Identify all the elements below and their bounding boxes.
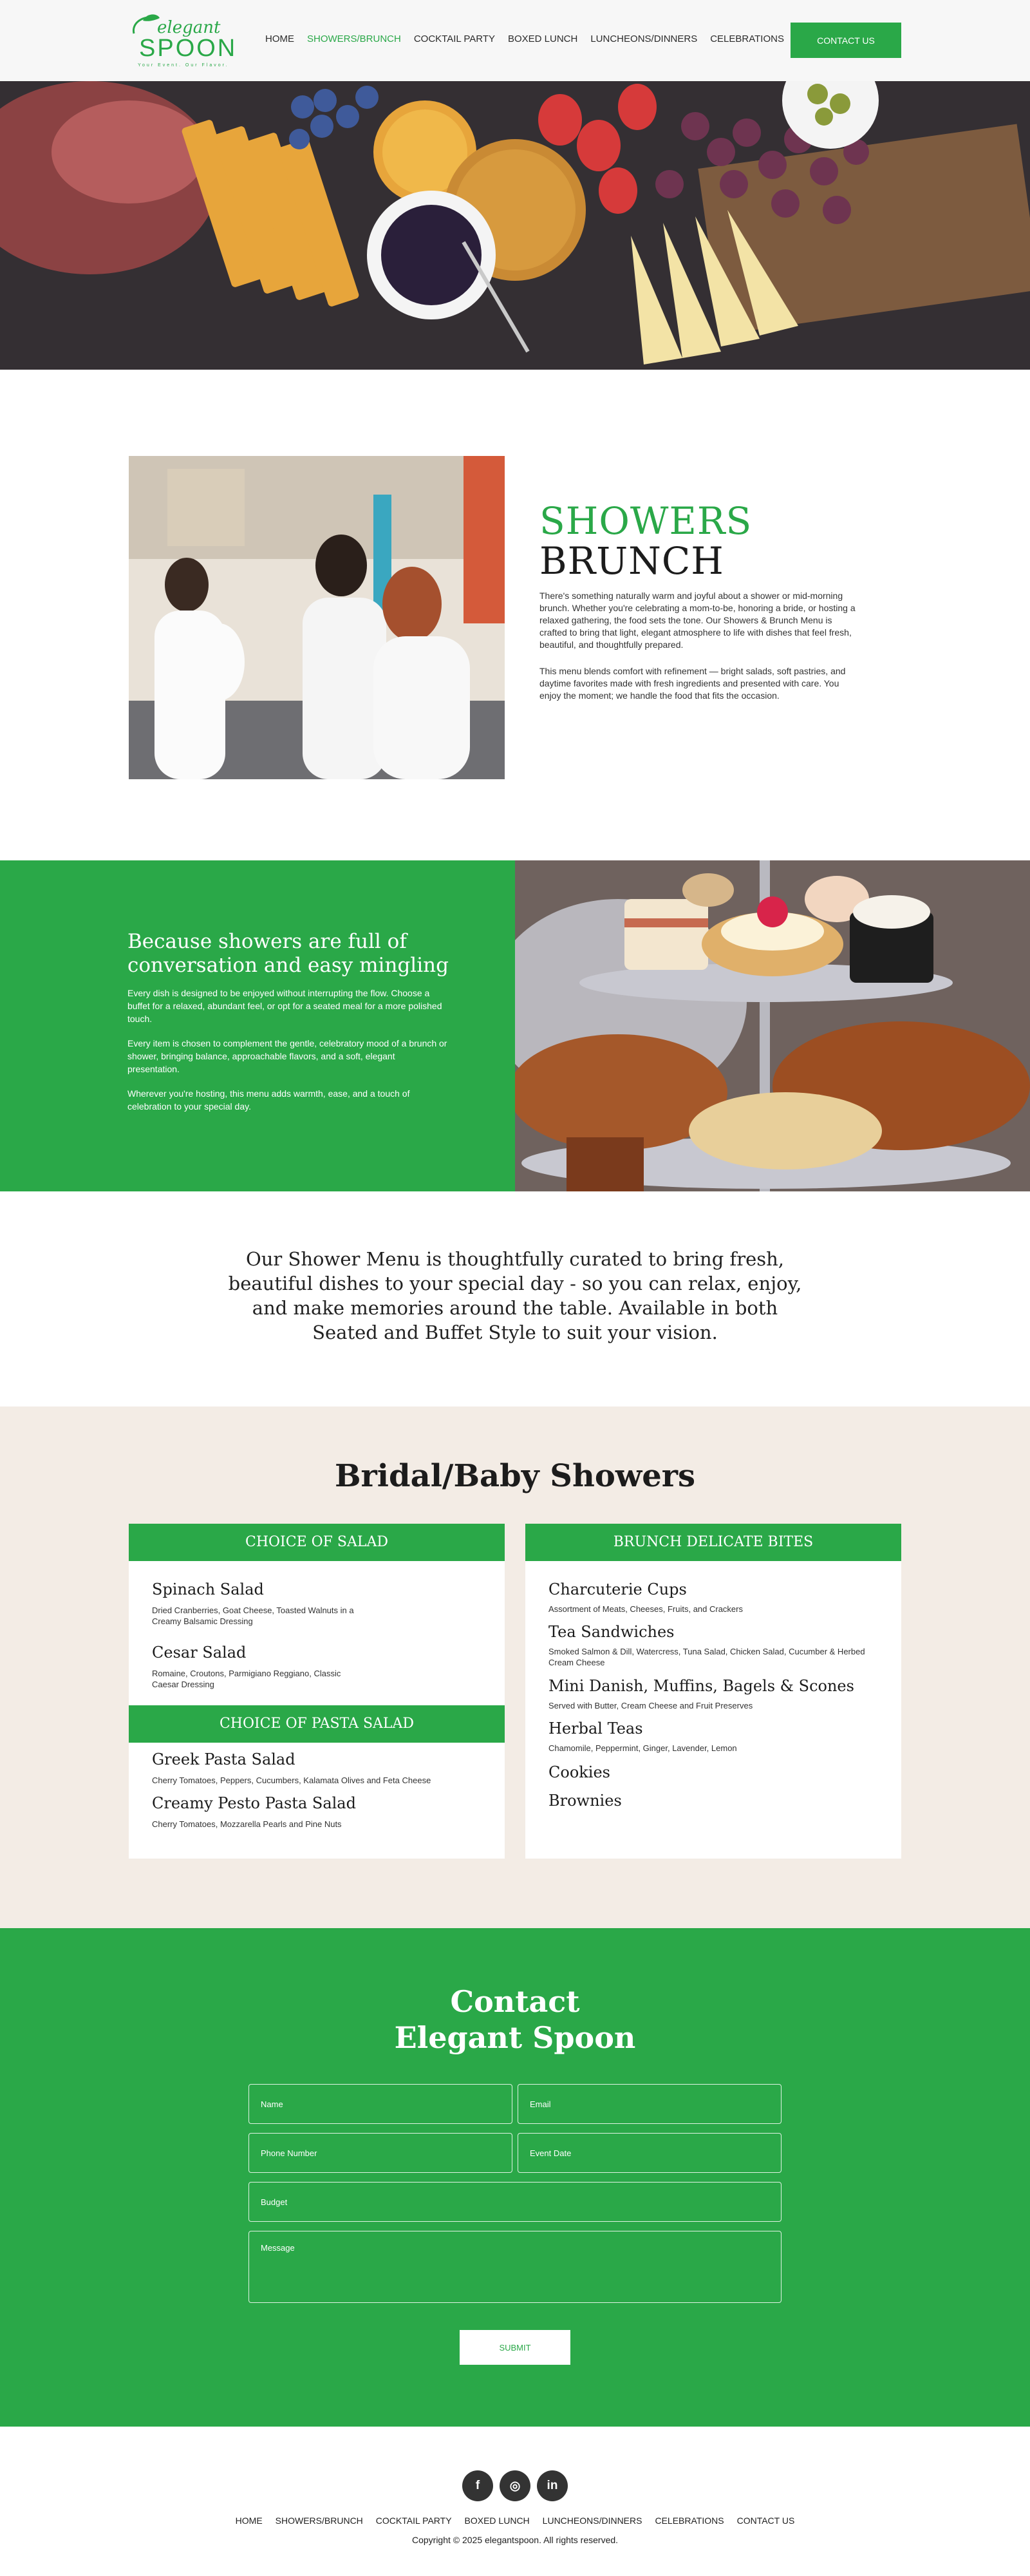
menu-item-desc: Cherry Tomatoes, Peppers, Cucumbers, Kalamata Olives and Feta Cheese <box>152 1776 431 1785</box>
mingling-paragraph: Wherever you're hosting, this menu adds warmth, ease, and a touch of celebration to your special day. <box>127 1088 410 1112</box>
mingling-section <box>0 860 515 1191</box>
linkedin-icon[interactable]: in <box>537 2470 568 2501</box>
contact-us-button[interactable]: CONTACT US <box>791 23 901 58</box>
menu-item-name: Brownies <box>548 1792 622 1810</box>
mingling-paragraph: Every item is chosen to complement the gentle, celebratory mood of a brunch or shower, bringing balance, approachable flavors, and a soft, elegant presentation. <box>127 1038 447 1074</box>
menu-item-desc: Assortment of Meats, Cheeses, Fruits, and Crackers <box>548 1604 743 1614</box>
menu-item-desc: Chamomile, Peppermint, Ginger, Lavender, Lemon <box>548 1743 737 1753</box>
menu-statement: Our Shower Menu is thoughtfully curated to bring fresh, beautiful dishes to your special day - so you can relax, enjoy, and make memories around the table. Available in both Seated and Buffet Style to suit your vision. <box>228 1248 802 1343</box>
name-field[interactable] <box>248 2084 512 2124</box>
nav-boxed-lunch[interactable]: BOXED LUNCH <box>507 33 578 44</box>
menu-item-name: Greek Pasta Salad <box>152 1750 295 1768</box>
menu-item-desc: Cherry Tomatoes, Mozzarella Pearls and Pine Nuts <box>152 1819 342 1829</box>
nav-showers-brunch[interactable]: SHOWERS/BRUNCH <box>307 33 401 44</box>
hero-image-charcuterie <box>0 81 1030 370</box>
menu-item-name: Herbal Teas <box>548 1719 643 1738</box>
footer-nav-luncheons-dinners[interactable]: LUNCHEONS/DINNERS <box>542 2515 642 2526</box>
menu-item-name: Creamy Pesto Pasta Salad <box>152 1794 356 1812</box>
menu-item-name: Cesar Salad <box>152 1643 247 1662</box>
menu-item-name: Spinach Salad <box>152 1580 264 1598</box>
nav-home[interactable]: HOME <box>265 33 294 44</box>
budget-field[interactable] <box>248 2182 782 2222</box>
menu-item-desc: Smoked Salmon & Dill, Watercress, Tuna Salad, Chicken Salad, Cucumber & Herbed Cream Cheese <box>548 1647 865 1667</box>
pastry-tower-photo <box>515 860 1030 1191</box>
intro-paragraph: There's something naturally warm and joyful about a shower or mid-morning brunch. Whether you're celebrating a mom-to-be, honoring a bride, or hosting a relaxed gathering, the food sets the tone. Our Showers & Brunch Menu is crafted to bring that light, elegant atmosphere to life with dishes that feel fresh, beautiful, and thoughtfully prepared. <box>539 591 856 650</box>
salad-heading: CHOICE OF SALAD <box>129 1524 505 1561</box>
submit-button[interactable]: SUBMIT <box>460 2330 570 2365</box>
menu-item-desc: Served with Butter, Cream Cheese and Fruit Preserves <box>548 1701 753 1710</box>
intro-text-block <box>539 501 861 702</box>
menu-item-name: Tea Sandwiches <box>548 1623 675 1641</box>
menu-item-desc: Dried Cranberries, Goat Cheese, Toasted Walnuts in a Creamy Balsamic Dressing <box>152 1605 354 1626</box>
menu-title: Bridal/Baby Showers <box>334 1458 696 1494</box>
email-field[interactable] <box>518 2084 782 2124</box>
site-header <box>0 0 1030 81</box>
contact-title <box>0 1984 1030 2056</box>
salad-menu-card <box>129 1524 505 1859</box>
page-title-showers: SHOWERS <box>539 499 753 543</box>
footer-nav-cocktail-party[interactable]: COCKTAIL PARTY <box>375 2515 452 2526</box>
facebook-icon[interactable]: f <box>462 2470 493 2501</box>
brunch-bites-card <box>525 1524 901 1859</box>
footer-nav-showers-brunch[interactable]: SHOWERS/BRUNCH <box>275 2515 363 2526</box>
mingling-heading: Because showers are full of conversation and easy mingling <box>127 930 449 977</box>
nav-cocktail-party[interactable]: COCKTAIL PARTY <box>413 33 495 44</box>
menu-item-name: Charcuterie Cups <box>548 1580 687 1598</box>
nav-celebrations[interactable]: CELEBRATIONS <box>710 33 784 44</box>
brunch-bites-heading: BRUNCH DELICATE BITES <box>525 1524 901 1561</box>
footer-nav-boxed-lunch[interactable]: BOXED LUNCH <box>464 2515 530 2526</box>
nav-luncheons-dinners[interactable]: LUNCHEONS/DINNERS <box>590 33 698 44</box>
intro-paragraph: This menu blends comfort with refinement — bright salads, soft pastries, and daytime favorites made with fresh ingredients and presented with care. You enjoy the moment; we handle the food that fits the occasion. <box>539 666 846 701</box>
event-date-field[interactable] <box>518 2133 782 2173</box>
contact-title-line2: Elegant Spoon <box>394 2020 636 2055</box>
logo-text-elegant: elegant <box>157 18 221 37</box>
page-title-brunch: BRUNCH <box>539 539 724 583</box>
contact-title-line1: Contact <box>450 1984 580 2019</box>
phone-field[interactable] <box>248 2133 512 2173</box>
elegant-spoon-logo[interactable] <box>129 12 238 68</box>
pasta-salad-heading: CHOICE OF PASTA SALAD <box>129 1705 505 1743</box>
message-field[interactable] <box>248 2231 782 2303</box>
women-celebrating-photo <box>129 456 505 779</box>
footer-nav-home[interactable]: HOME <box>235 2515 263 2526</box>
menu-item-name: Mini Danish, Muffins, Bagels & Scones <box>548 1677 854 1695</box>
logo-tagline: Your Event. Our Flavor. <box>138 63 229 68</box>
menu-item-name: Cookies <box>548 1763 610 1781</box>
footer-nav <box>0 2515 1030 2526</box>
footer-nav-celebrations[interactable]: CELEBRATIONS <box>655 2515 724 2526</box>
copyright-text: Copyright © 2025 elegantspoon. All rights reserved. <box>411 2535 619 2545</box>
logo-text-spoon: SPOON <box>139 35 238 62</box>
mingling-paragraph: Every dish is designed to be enjoyed without interrupting the flow. Choose a buffet for a relaxed, abundant feel, or opt for a seated meal for a more polished touch. <box>127 988 442 1024</box>
menu-item-desc: Romaine, Croutons, Parmigiano Reggiano, Classic Caesar Dressing <box>152 1669 341 1689</box>
main-nav <box>265 33 784 44</box>
footer-nav-contact-us[interactable]: CONTACT US <box>736 2515 795 2526</box>
instagram-icon[interactable]: ◎ <box>500 2470 530 2501</box>
